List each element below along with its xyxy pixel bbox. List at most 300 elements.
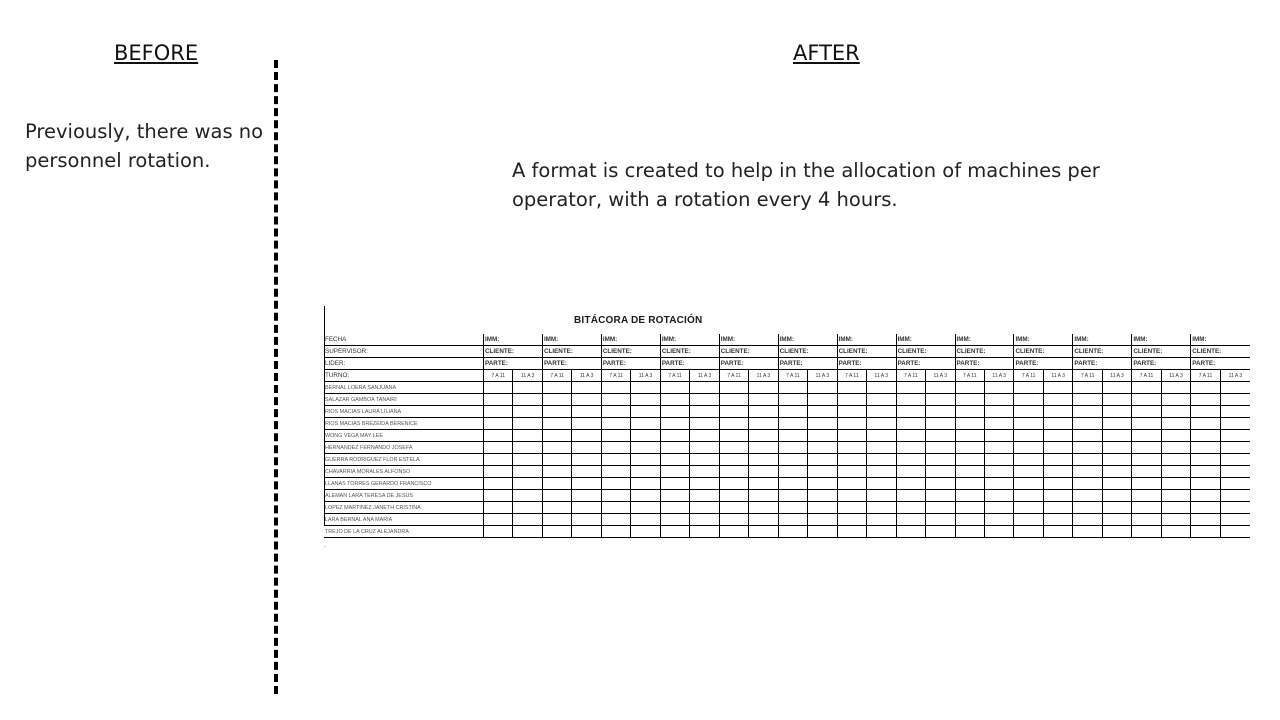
assignment-cell[interactable]: [1191, 514, 1220, 526]
assignment-cell[interactable]: [984, 382, 1013, 394]
assignment-cell[interactable]: [808, 490, 837, 502]
assignment-cell[interactable]: [484, 490, 513, 502]
assignment-cell[interactable]: [631, 442, 660, 454]
assignment-cell[interactable]: [1191, 394, 1220, 406]
assignment-cell[interactable]: [1191, 442, 1220, 454]
assignment-cell[interactable]: [660, 490, 689, 502]
assignment-cell[interactable]: [542, 418, 571, 430]
assignment-cell[interactable]: [690, 406, 719, 418]
assignment-cell[interactable]: [1161, 502, 1190, 514]
assignment-cell[interactable]: [837, 514, 866, 526]
assignment-cell[interactable]: [926, 454, 955, 466]
assignment-cell[interactable]: [896, 490, 925, 502]
assignment-cell[interactable]: [660, 502, 689, 514]
assignment-cell[interactable]: [778, 406, 807, 418]
assignment-cell[interactable]: [1161, 382, 1190, 394]
assignment-cell[interactable]: [837, 430, 866, 442]
assignment-cell[interactable]: [513, 526, 542, 538]
assignment-cell[interactable]: [690, 526, 719, 538]
assignment-cell[interactable]: [837, 442, 866, 454]
assignment-cell[interactable]: [808, 478, 837, 490]
assignment-cell[interactable]: [1043, 502, 1072, 514]
assignment-cell[interactable]: [542, 478, 571, 490]
assignment-cell[interactable]: [984, 502, 1013, 514]
assignment-cell[interactable]: [955, 526, 984, 538]
assignment-cell[interactable]: [837, 394, 866, 406]
assignment-cell[interactable]: [660, 418, 689, 430]
assignment-cell[interactable]: [1043, 466, 1072, 478]
assignment-cell[interactable]: [631, 430, 660, 442]
assignment-cell[interactable]: [601, 454, 630, 466]
assignment-cell[interactable]: [1043, 514, 1072, 526]
assignment-cell[interactable]: [926, 430, 955, 442]
assignment-cell[interactable]: [1073, 478, 1102, 490]
assignment-cell[interactable]: [1102, 514, 1131, 526]
assignment-cell[interactable]: [1161, 394, 1190, 406]
assignment-cell[interactable]: [1102, 406, 1131, 418]
assignment-cell[interactable]: [631, 526, 660, 538]
assignment-cell[interactable]: [1161, 442, 1190, 454]
assignment-cell[interactable]: [926, 514, 955, 526]
assignment-cell[interactable]: [572, 466, 601, 478]
assignment-cell[interactable]: [867, 514, 896, 526]
assignment-cell[interactable]: [690, 454, 719, 466]
assignment-cell[interactable]: [896, 514, 925, 526]
assignment-cell[interactable]: [690, 394, 719, 406]
assignment-cell[interactable]: [837, 382, 866, 394]
assignment-cell[interactable]: [778, 502, 807, 514]
assignment-cell[interactable]: [808, 382, 837, 394]
assignment-cell[interactable]: [690, 514, 719, 526]
assignment-cell[interactable]: [513, 430, 542, 442]
assignment-cell[interactable]: [1043, 526, 1072, 538]
assignment-cell[interactable]: [1043, 430, 1072, 442]
assignment-cell[interactable]: [1220, 430, 1250, 442]
assignment-cell[interactable]: [631, 418, 660, 430]
assignment-cell[interactable]: [542, 466, 571, 478]
assignment-cell[interactable]: [778, 382, 807, 394]
assignment-cell[interactable]: [1132, 466, 1161, 478]
assignment-cell[interactable]: [690, 382, 719, 394]
assignment-cell[interactable]: [1220, 394, 1250, 406]
assignment-cell[interactable]: [660, 430, 689, 442]
assignment-cell[interactable]: [1132, 382, 1161, 394]
assignment-cell[interactable]: [1191, 466, 1220, 478]
assignment-cell[interactable]: [631, 490, 660, 502]
assignment-cell[interactable]: [1132, 406, 1161, 418]
assignment-cell[interactable]: [484, 502, 513, 514]
assignment-cell[interactable]: [513, 490, 542, 502]
assignment-cell[interactable]: [896, 466, 925, 478]
assignment-cell[interactable]: [1191, 418, 1220, 430]
assignment-cell[interactable]: [484, 526, 513, 538]
assignment-cell[interactable]: [1191, 502, 1220, 514]
assignment-cell[interactable]: [601, 526, 630, 538]
assignment-cell[interactable]: [513, 418, 542, 430]
assignment-cell[interactable]: [1102, 382, 1131, 394]
assignment-cell[interactable]: [1102, 430, 1131, 442]
assignment-cell[interactable]: [867, 430, 896, 442]
assignment-cell[interactable]: [484, 418, 513, 430]
assignment-cell[interactable]: [1014, 382, 1043, 394]
assignment-cell[interactable]: [542, 442, 571, 454]
assignment-cell[interactable]: [926, 466, 955, 478]
assignment-cell[interactable]: [749, 382, 778, 394]
assignment-cell[interactable]: [1191, 454, 1220, 466]
assignment-cell[interactable]: [955, 454, 984, 466]
assignment-cell[interactable]: [484, 430, 513, 442]
assignment-cell[interactable]: [1220, 406, 1250, 418]
assignment-cell[interactable]: [1161, 430, 1190, 442]
assignment-cell[interactable]: [1132, 454, 1161, 466]
assignment-cell[interactable]: [1014, 430, 1043, 442]
assignment-cell[interactable]: [955, 418, 984, 430]
assignment-cell[interactable]: [984, 442, 1013, 454]
assignment-cell[interactable]: [749, 442, 778, 454]
assignment-cell[interactable]: [631, 382, 660, 394]
assignment-cell[interactable]: [1043, 478, 1072, 490]
assignment-cell[interactable]: [778, 394, 807, 406]
assignment-cell[interactable]: [1191, 382, 1220, 394]
assignment-cell[interactable]: [1102, 442, 1131, 454]
assignment-cell[interactable]: [778, 490, 807, 502]
assignment-cell[interactable]: [896, 394, 925, 406]
assignment-cell[interactable]: [1220, 502, 1250, 514]
assignment-cell[interactable]: [1132, 394, 1161, 406]
assignment-cell[interactable]: [572, 382, 601, 394]
assignment-cell[interactable]: [1161, 490, 1190, 502]
assignment-cell[interactable]: [572, 490, 601, 502]
assignment-cell[interactable]: [867, 526, 896, 538]
assignment-cell[interactable]: [572, 442, 601, 454]
assignment-cell[interactable]: [1102, 526, 1131, 538]
assignment-cell[interactable]: [719, 430, 748, 442]
assignment-cell[interactable]: [749, 526, 778, 538]
assignment-cell[interactable]: [778, 478, 807, 490]
assignment-cell[interactable]: [690, 430, 719, 442]
assignment-cell[interactable]: [542, 430, 571, 442]
assignment-cell[interactable]: [631, 406, 660, 418]
assignment-cell[interactable]: [984, 526, 1013, 538]
assignment-cell[interactable]: [513, 478, 542, 490]
assignment-cell[interactable]: [572, 502, 601, 514]
assignment-cell[interactable]: [1073, 430, 1102, 442]
assignment-cell[interactable]: [1132, 478, 1161, 490]
assignment-cell[interactable]: [631, 478, 660, 490]
assignment-cell[interactable]: [1014, 454, 1043, 466]
assignment-cell[interactable]: [484, 394, 513, 406]
assignment-cell[interactable]: [1191, 430, 1220, 442]
assignment-cell[interactable]: [1014, 418, 1043, 430]
assignment-cell[interactable]: [719, 406, 748, 418]
assignment-cell[interactable]: [955, 514, 984, 526]
assignment-cell[interactable]: [513, 394, 542, 406]
assignment-cell[interactable]: [896, 442, 925, 454]
assignment-cell[interactable]: [719, 478, 748, 490]
assignment-cell[interactable]: [837, 418, 866, 430]
assignment-cell[interactable]: [984, 490, 1013, 502]
assignment-cell[interactable]: [778, 526, 807, 538]
assignment-cell[interactable]: [749, 406, 778, 418]
assignment-cell[interactable]: [572, 454, 601, 466]
assignment-cell[interactable]: [955, 382, 984, 394]
assignment-cell[interactable]: [1073, 454, 1102, 466]
assignment-cell[interactable]: [1191, 526, 1220, 538]
assignment-cell[interactable]: [484, 466, 513, 478]
assignment-cell[interactable]: [719, 382, 748, 394]
assignment-cell[interactable]: [808, 394, 837, 406]
assignment-cell[interactable]: [778, 418, 807, 430]
assignment-cell[interactable]: [808, 466, 837, 478]
assignment-cell[interactable]: [631, 454, 660, 466]
assignment-cell[interactable]: [867, 406, 896, 418]
assignment-cell[interactable]: [1102, 502, 1131, 514]
assignment-cell[interactable]: [896, 454, 925, 466]
assignment-cell[interactable]: [955, 478, 984, 490]
assignment-cell[interactable]: [660, 526, 689, 538]
assignment-cell[interactable]: [660, 478, 689, 490]
assignment-cell[interactable]: [719, 418, 748, 430]
assignment-cell[interactable]: [955, 430, 984, 442]
assignment-cell[interactable]: [984, 418, 1013, 430]
assignment-cell[interactable]: [984, 394, 1013, 406]
assignment-cell[interactable]: [690, 502, 719, 514]
assignment-cell[interactable]: [778, 466, 807, 478]
assignment-cell[interactable]: [749, 490, 778, 502]
assignment-cell[interactable]: [1102, 490, 1131, 502]
assignment-cell[interactable]: [1161, 454, 1190, 466]
assignment-cell[interactable]: [484, 478, 513, 490]
assignment-cell[interactable]: [484, 442, 513, 454]
assignment-cell[interactable]: [1043, 418, 1072, 430]
assignment-cell[interactable]: [719, 502, 748, 514]
assignment-cell[interactable]: [1220, 418, 1250, 430]
assignment-cell[interactable]: [660, 454, 689, 466]
assignment-cell[interactable]: [542, 526, 571, 538]
assignment-cell[interactable]: [1073, 382, 1102, 394]
assignment-cell[interactable]: [690, 418, 719, 430]
assignment-cell[interactable]: [1014, 394, 1043, 406]
assignment-cell[interactable]: [631, 502, 660, 514]
assignment-cell[interactable]: [572, 526, 601, 538]
assignment-cell[interactable]: [1191, 490, 1220, 502]
assignment-cell[interactable]: [572, 514, 601, 526]
assignment-cell[interactable]: [896, 430, 925, 442]
assignment-cell[interactable]: [1073, 526, 1102, 538]
assignment-cell[interactable]: [1191, 478, 1220, 490]
assignment-cell[interactable]: [808, 442, 837, 454]
assignment-cell[interactable]: [867, 442, 896, 454]
assignment-cell[interactable]: [513, 454, 542, 466]
assignment-cell[interactable]: [837, 526, 866, 538]
assignment-cell[interactable]: [542, 514, 571, 526]
assignment-cell[interactable]: [837, 454, 866, 466]
assignment-cell[interactable]: [1132, 502, 1161, 514]
assignment-cell[interactable]: [601, 406, 630, 418]
assignment-cell[interactable]: [1073, 502, 1102, 514]
assignment-cell[interactable]: [1220, 466, 1250, 478]
assignment-cell[interactable]: [631, 466, 660, 478]
assignment-cell[interactable]: [660, 382, 689, 394]
assignment-cell[interactable]: [1043, 442, 1072, 454]
assignment-cell[interactable]: [1073, 394, 1102, 406]
assignment-cell[interactable]: [719, 454, 748, 466]
assignment-cell[interactable]: [984, 466, 1013, 478]
assignment-cell[interactable]: [719, 466, 748, 478]
assignment-cell[interactable]: [984, 454, 1013, 466]
assignment-cell[interactable]: [542, 394, 571, 406]
assignment-cell[interactable]: [631, 514, 660, 526]
assignment-cell[interactable]: [1073, 406, 1102, 418]
assignment-cell[interactable]: [896, 406, 925, 418]
assignment-cell[interactable]: [896, 502, 925, 514]
assignment-cell[interactable]: [867, 478, 896, 490]
assignment-cell[interactable]: [719, 526, 748, 538]
assignment-cell[interactable]: [1161, 466, 1190, 478]
assignment-cell[interactable]: [719, 394, 748, 406]
assignment-cell[interactable]: [1161, 514, 1190, 526]
assignment-cell[interactable]: [601, 478, 630, 490]
assignment-cell[interactable]: [749, 454, 778, 466]
assignment-cell[interactable]: [572, 394, 601, 406]
assignment-cell[interactable]: [601, 382, 630, 394]
assignment-cell[interactable]: [690, 478, 719, 490]
assignment-cell[interactable]: [1014, 490, 1043, 502]
assignment-cell[interactable]: [867, 394, 896, 406]
assignment-cell[interactable]: [1102, 466, 1131, 478]
assignment-cell[interactable]: [1014, 526, 1043, 538]
assignment-cell[interactable]: [1043, 406, 1072, 418]
assignment-cell[interactable]: [749, 502, 778, 514]
assignment-cell[interactable]: [484, 514, 513, 526]
assignment-cell[interactable]: [867, 502, 896, 514]
assignment-cell[interactable]: [601, 442, 630, 454]
assignment-cell[interactable]: [926, 502, 955, 514]
assignment-cell[interactable]: [1220, 490, 1250, 502]
assignment-cell[interactable]: [1220, 514, 1250, 526]
assignment-cell[interactable]: [719, 514, 748, 526]
assignment-cell[interactable]: [896, 418, 925, 430]
assignment-cell[interactable]: [926, 406, 955, 418]
assignment-cell[interactable]: [1220, 382, 1250, 394]
assignment-cell[interactable]: [984, 430, 1013, 442]
assignment-cell[interactable]: [542, 490, 571, 502]
assignment-cell[interactable]: [513, 406, 542, 418]
assignment-cell[interactable]: [1014, 514, 1043, 526]
assignment-cell[interactable]: [778, 454, 807, 466]
assignment-cell[interactable]: [808, 526, 837, 538]
assignment-cell[interactable]: [1161, 418, 1190, 430]
assignment-cell[interactable]: [837, 466, 866, 478]
assignment-cell[interactable]: [984, 478, 1013, 490]
assignment-cell[interactable]: [631, 394, 660, 406]
assignment-cell[interactable]: [867, 418, 896, 430]
assignment-cell[interactable]: [1102, 478, 1131, 490]
assignment-cell[interactable]: [1132, 418, 1161, 430]
assignment-cell[interactable]: [690, 442, 719, 454]
assignment-cell[interactable]: [955, 502, 984, 514]
assignment-cell[interactable]: [867, 466, 896, 478]
assignment-cell[interactable]: [955, 490, 984, 502]
assignment-cell[interactable]: [1073, 466, 1102, 478]
assignment-cell[interactable]: [1132, 490, 1161, 502]
assignment-cell[interactable]: [749, 514, 778, 526]
assignment-cell[interactable]: [1014, 442, 1043, 454]
assignment-cell[interactable]: [660, 466, 689, 478]
assignment-cell[interactable]: [896, 526, 925, 538]
assignment-cell[interactable]: [601, 466, 630, 478]
assignment-cell[interactable]: [955, 442, 984, 454]
assignment-cell[interactable]: [1161, 406, 1190, 418]
assignment-cell[interactable]: [513, 382, 542, 394]
assignment-cell[interactable]: [719, 490, 748, 502]
assignment-cell[interactable]: [1014, 502, 1043, 514]
assignment-cell[interactable]: [1014, 406, 1043, 418]
assignment-cell[interactable]: [1073, 514, 1102, 526]
assignment-cell[interactable]: [926, 478, 955, 490]
assignment-cell[interactable]: [660, 514, 689, 526]
assignment-cell[interactable]: [867, 454, 896, 466]
assignment-cell[interactable]: [601, 418, 630, 430]
assignment-cell[interactable]: [542, 406, 571, 418]
assignment-cell[interactable]: [808, 514, 837, 526]
assignment-cell[interactable]: [542, 502, 571, 514]
assignment-cell[interactable]: [572, 418, 601, 430]
assignment-cell[interactable]: [1102, 454, 1131, 466]
assignment-cell[interactable]: [1073, 442, 1102, 454]
assignment-cell[interactable]: [926, 442, 955, 454]
assignment-cell[interactable]: [867, 490, 896, 502]
assignment-cell[interactable]: [1161, 526, 1190, 538]
assignment-cell[interactable]: [660, 442, 689, 454]
assignment-cell[interactable]: [719, 442, 748, 454]
assignment-cell[interactable]: [484, 382, 513, 394]
assignment-cell[interactable]: [867, 382, 896, 394]
assignment-cell[interactable]: [837, 478, 866, 490]
assignment-cell[interactable]: [778, 514, 807, 526]
assignment-cell[interactable]: [778, 442, 807, 454]
assignment-cell[interactable]: [749, 466, 778, 478]
assignment-cell[interactable]: [955, 466, 984, 478]
assignment-cell[interactable]: [601, 394, 630, 406]
assignment-cell[interactable]: [1043, 490, 1072, 502]
assignment-cell[interactable]: [690, 490, 719, 502]
assignment-cell[interactable]: [601, 490, 630, 502]
assignment-cell[interactable]: [926, 418, 955, 430]
assignment-cell[interactable]: [837, 406, 866, 418]
assignment-cell[interactable]: [1014, 478, 1043, 490]
assignment-cell[interactable]: [1102, 394, 1131, 406]
assignment-cell[interactable]: [808, 454, 837, 466]
assignment-cell[interactable]: [955, 406, 984, 418]
assignment-cell[interactable]: [513, 514, 542, 526]
assignment-cell[interactable]: [808, 430, 837, 442]
assignment-cell[interactable]: [1220, 454, 1250, 466]
assignment-cell[interactable]: [955, 394, 984, 406]
assignment-cell[interactable]: [601, 502, 630, 514]
assignment-cell[interactable]: [926, 526, 955, 538]
assignment-cell[interactable]: [1132, 526, 1161, 538]
assignment-cell[interactable]: [542, 382, 571, 394]
assignment-cell[interactable]: [926, 394, 955, 406]
assignment-cell[interactable]: [1043, 382, 1072, 394]
assignment-cell[interactable]: [837, 502, 866, 514]
assignment-cell[interactable]: [749, 478, 778, 490]
assignment-cell[interactable]: [513, 466, 542, 478]
assignment-cell[interactable]: [484, 406, 513, 418]
assignment-cell[interactable]: [984, 406, 1013, 418]
assignment-cell[interactable]: [572, 406, 601, 418]
